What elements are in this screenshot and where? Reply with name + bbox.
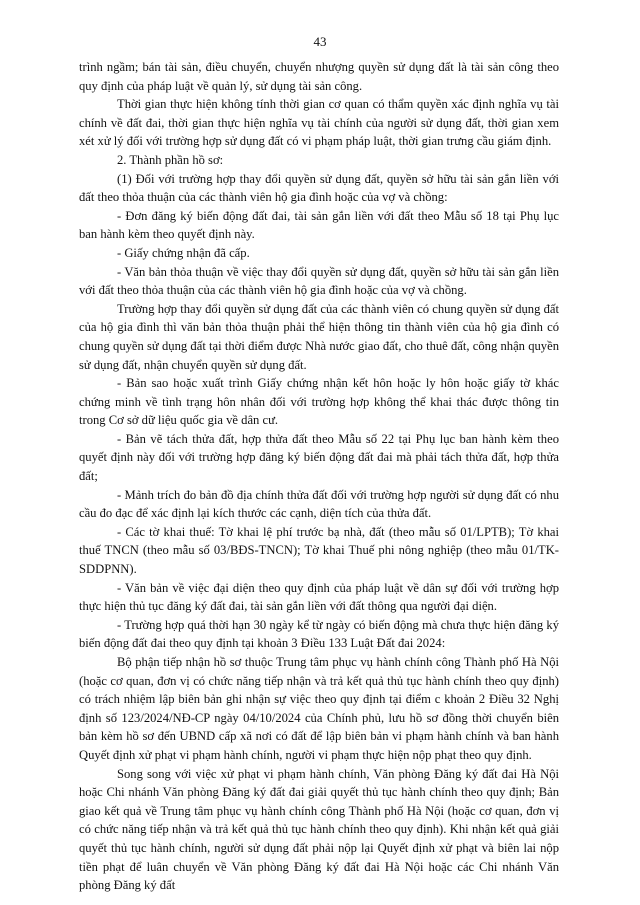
list-item-agreement: - Văn bản thỏa thuận về việc thay đổi quyền sử dụng đất, quyền sở hữu tài sản gắn liền với đất theo thỏa thuận của các thành viên hộ gia đình hoặc của vợ và chồng. bbox=[79, 264, 559, 298]
list-item-certificate: - Giấy chứng nhận đã cấp. bbox=[117, 245, 250, 260]
paragraph-processing-time: Thời gian thực hiện không tính thời gian cơ quan có thẩm quyền xác định nghĩa vụ tài chính về đất đai, thời gian thực hiện nghĩa vụ tài chính của người sử dụng đất, thời gian xem xét xử lý đối với trường hợp sử dụng đất có vi phạm pháp luật, thời gian trưng cầu giám định. bbox=[79, 97, 559, 149]
list-item-cadastral-map: - Mảnh trích đo bản đồ địa chính thửa đất đối với trường hợp người sử dụng đất có nhu cầu đo đạc để xác định lại kích thước các cạnh, diện tích của thửa đất. bbox=[79, 487, 559, 521]
list-item-representation: - Văn bản về việc đại diện theo quy định của pháp luật về dân sự đối với trường hợp thực hiện thủ tục đăng ký đất đai, tài sản gắn liền với đất thông qua người đại diện. bbox=[79, 580, 559, 614]
document-body bbox=[79, 58, 559, 895]
paragraph-parallel-handling: Song song với việc xử phạt vi phạm hành chính, Văn phòng Đăng ký đất đai Hà Nội hoặc Chi nhánh Văn phòng Đăng ký đất đai giải quyết thủ tục hành chính theo quy định; Bản giao kết quả về Trung tâm phục vụ hành chính công Thành phố Hà Nội (hoặc cơ quan, đơn vị có chức năng tiếp nhận và trả kết quả thủ tục hành chính theo quy định). Khi nhận kết quả giải quyết thủ tục hành chính, người sử dụng đất phải nộp lại Quyết định xử phạt và biên lai nộp tiền phạt để luân chuyển về Văn phòng Đăng ký đất đai Hà Nội hoặc các Chi nhánh Văn phòng Đăng ký đất bbox=[79, 766, 559, 893]
list-item-overdue-case: - Trường hợp quá thời hạn 30 ngày kể từ ngày có biến động mà chưa thực hiện đăng ký biến động đất đai theo quy định tại khoản 3 Điều 133 Luật Đất đai 2024: bbox=[79, 617, 559, 651]
page-number: 43 bbox=[313, 34, 327, 49]
list-item-marriage-certificate: - Bản sao hoặc xuất trình Giấy chứng nhận kết hôn hoặc ly hôn hoặc giấy tờ khác chứng minh về tình trạng hôn nhân đối với trường hợp không thể khai thác được thông tin trong Cơ sở dữ liệu quốc gia về dân cư. bbox=[79, 376, 559, 428]
list-item-tax-declarations: - Các tờ khai thuế: Tờ khai lệ phí trước bạ nhà, đất (theo mẫu số 01/LPTB); Tờ khai thuế TNCN (theo mẫu số 03/BĐS-TNCN); Tờ khai Thuế phi nông nghiệp (theo mẫu 01/TK-SDDPNN). bbox=[79, 524, 559, 577]
paragraph-case-1: (1) Đối với trường hợp thay đổi quyền sử dụng đất, quyền sở hữu tài sản gắn liền với đất theo thỏa thuận của các thành viên hộ gia đình hoặc của vợ và chồng: bbox=[79, 171, 559, 205]
list-item-application-form: - Đơn đăng ký biến động đất đai, tài sản gắn liền với đất theo Mẫu số 18 tại Phụ lục ban hành kèm theo quyết định này. bbox=[79, 208, 559, 242]
paragraph-reception-procedure: Bộ phận tiếp nhận hồ sơ thuộc Trung tâm phục vụ hành chính công Thành phố Hà Nội (hoặc cơ quan, đơn vị có chức năng tiếp nhận và trả kết quả thủ tục hành chính theo quy định) có trách nhiệm lập biên bản ghi nhận sự việc theo quy định tại điểm c khoản 2 Điều 32 Nghị định số 123/2024/NĐ-CP ngày 04/10/2024 của Chính phủ, lưu hồ sơ đồng thời chuyển biên bản kèm hồ sơ đến UBND cấp xã nơi có đất để lập biên bản vi phạm hành chính và ban hành Quyết định xử phạt vi phạm hành chính, người vi phạm thực hiện nộp phạt theo quy định. bbox=[79, 655, 559, 762]
list-item-plot-drawing: - Bản vẽ tách thửa đất, hợp thửa đất theo Mẫu số 22 tại Phụ lục ban hành kèm theo quyết định này đối với trường hợp đăng ký biến động đất đai mà phải tách thửa đất, hợp thửa đất; bbox=[79, 431, 559, 484]
paragraph-continuation: trình ngầm; bán tài sản, điều chuyển, chuyển nhượng quyền sử dụng đất là tài sản công theo quy định của pháp luật về quản lý, sử dụng tài sản công. bbox=[79, 60, 559, 93]
paragraph-household-agreement: Trường hợp thay đổi quyền sử dụng đất của các thành viên có chung quyền sử dụng đất của hộ gia đình thì văn bản thỏa thuận phải thể hiện thông tin thành viên của hộ gia đình có chung quyền sử dụng đất tại thời điểm được Nhà nước giao đất, cho thuê đất, công nhận quyền sử dụng đất, nhận chuyển quyền sử dụng đất. bbox=[79, 301, 559, 372]
section-heading-dossier: 2. Thành phần hồ sơ: bbox=[117, 152, 224, 167]
